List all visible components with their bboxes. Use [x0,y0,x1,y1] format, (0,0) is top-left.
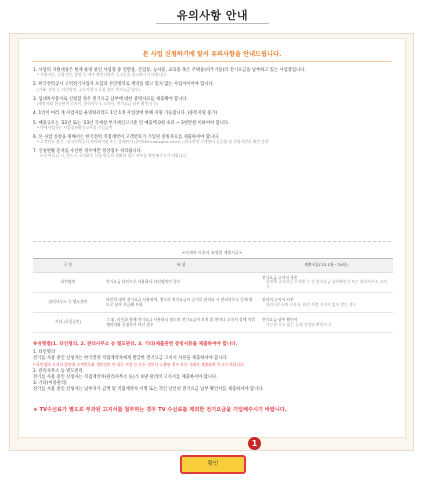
table-cell-docs [259,273,393,293]
table-row [33,273,393,293]
notice-item-note: * 지원기준, 신청기간, 방법 등 세부 확인사항은 공고문을 참고하시기 바랍니다. [37,72,168,78]
notice-item-3 [33,97,393,107]
docs-title: 관리비 고지서 사본 [262,296,294,302]
docs-note: 한전에 공고하신 무자별 수 건 전기요금 납부확인서 또는 관리사무소 고지서 [266,279,387,289]
notice-item-7 [33,149,393,159]
body-line: 전기를 사용 중인 신청자는 납부자가 금액 및 직접계약자 서명 또는 직인 날인된 전기요금 납부 확인서를 제출하셔야 합니다. [33,387,264,393]
table-cell-type: 관리사무소 등 별도관리 [33,293,103,313]
headline-divider [33,61,391,62]
notice-item-text: 6. 본 사업 신청을 위해서는 한국전력 직접계약이 고객번호가 기입된 증빙자료를 제출하셔야 합니다. [33,134,220,140]
notice-item-text: 7. 신청현황 문자를 수신한 경우에만 정상접수 처리됩니다. [33,149,143,155]
notice-item-6 [33,135,393,145]
body-line: 전기를 사용 중인 신청자는 한국전력 직접계약자에게 발급한 전기요금 고지서 사본을 제출하셔야 합니다. [33,356,228,362]
notice-item-1 [33,68,393,78]
confirm-button[interactable]: 확인 [180,455,246,474]
notice-item-text: 5. 매출규모는 '22년 또는 '23년 국세청 부가세신고기준 연 매출액 0원 초과 ~ 3천만원 이하여야 합니다. [33,120,230,126]
notice-item-text: 4. 1인이 여러 개 사업자를 운영하더라도 1인 1개 사업장에 한해 지원 가능합니다. (중복지원 불가) [33,110,218,116]
table-caption: <비계약 사용자 유형별 제출서류> [181,250,243,255]
notice-item-note: * 고객번호 찾기 : 한국전력공사 사이버지점 또는 홈페이지 (한전ON homeplus.co.kr) / 한국전력 고객센터 공급량 및 사업자번호 확인 문의 [37,139,269,145]
table-cell-desc: 전기요금 타인으로 사용하나 타인명의인 경우 [103,273,259,293]
table-header-row [33,259,393,273]
table-cell-docs [259,293,393,313]
docs-title: 전기요금 납부 확인서 [262,316,298,322]
page-title: 유의사항 안내 [176,9,249,22]
notice-item-text: 2. 한국전력공사 구역전기사업자 포함과 본인명의로 계약을 맺고 있지 않는 사업자이어야 합니다. [33,82,215,88]
title-underline [156,23,269,24]
table-header: 제출서류('23.1월~'24년) [259,259,393,273]
notice-item-note: - 오지 아니니 시, 반드시 소지하신 신청 번호의 정확한 접수 여부를 확인해주시기 바랍니다. [37,153,188,159]
requirement-body [33,350,393,393]
notice-item-4 [33,111,393,116]
body-line-note: * 타인명의 고지서 발송에 고객번호와 개인정보 안 되는 사람 등 모든 정보가 노출된 경우 모두 가려서 제출하여 주시기 바랍니다. [33,362,245,368]
tv-fee-warning: ★ TV수신료가 별도로 부과된 고지서를 첨부하는 경우 TV 수신료를 제외한 전기요금을 기입해주시기 바랍니다. [33,407,287,413]
body-line: 2. 관리사무소 등 별도관리 [33,368,83,374]
step-number-badge: 1 [248,437,261,450]
table-header: 구 분 [33,259,103,273]
notice-item-note: (가족, 친지 등 타인명의, 공동사업자 포함 불인 전기요금 납부) [37,86,141,92]
notice-item-5 [33,121,393,131]
body-line: 3. 기타(이용관리) [33,381,67,387]
notice-item-note: * 면세사업자는 사업장현황신고서상 수입금액 [37,124,113,130]
table-row [33,313,393,333]
table-row [33,293,393,313]
notice-item-text: 1. 사업의 지원대상은 현재 운영 중인 사업장 중 일반용, 산업용, 농사용, 교육용 혹은 주택용(비주거용)의 전기요금을 납부하고 있는 사업장입니다. [33,68,306,73]
table-cell-docs [259,313,393,333]
table-cell-desc: 그 외, 타인과 함께 전기요금 사용하나 별도의 전기요금이 보지 않 편이나 고지서 상에 직접 계약자와 신청자가 아닌 경우 [103,313,259,333]
docs-note: 관리사무소에 고지서, 한전 직접 고지서 없이 받는 경우 [266,301,357,307]
document-table [33,258,393,333]
table-cell-type: 기타 (호일공인) [33,313,103,333]
notice-item-note: (계약자와 한국전력 고지서, 관리사무소 고지서, 전기요금 납부 확인서 등) [37,100,159,106]
body-line: 전기를 사용 중인 신청자는 직접계약자(관리사무소 등)가 보낸 관리비 고지서를 제출하셔야 합니다. [33,374,218,380]
notice-item-text: 3. 임대차사용자로 신청할 경우 전기요금 납부에 대한 증빙자료를 제출해야 합니다. [33,96,188,102]
notice-headline: 본 사업 신청하기에 앞서 유의사항을 안내드립니다. [142,51,282,58]
notice-card[interactable] [18,38,406,438]
table-header: 특 성 [103,259,259,273]
body-line: 1. 타인명의 [33,350,56,355]
docs-title: 전기요금 고지서 사본 [262,274,298,280]
notice-item-2 [33,82,393,92]
requirement-title: ※유형별(1. 타인명의, 2. 관리사무소 등 별도관리, 3. 기타)제출관련 증빙서류를 제출하여야 합니다. [33,342,238,347]
table-cell-desc: 타인의 명의 전기요금 사용하며, 별도의 전기요금이 공기로 관리되 시 관리사무소 등에 별도로 납부 모금해 부과 [103,293,259,313]
docs-note: 가능한 사유 없는 실제 작성된 확인서 등 [266,321,332,327]
dashed-divider [33,241,391,242]
table-cell-type: 타인명의 [33,273,103,293]
notice-items [33,68,393,163]
